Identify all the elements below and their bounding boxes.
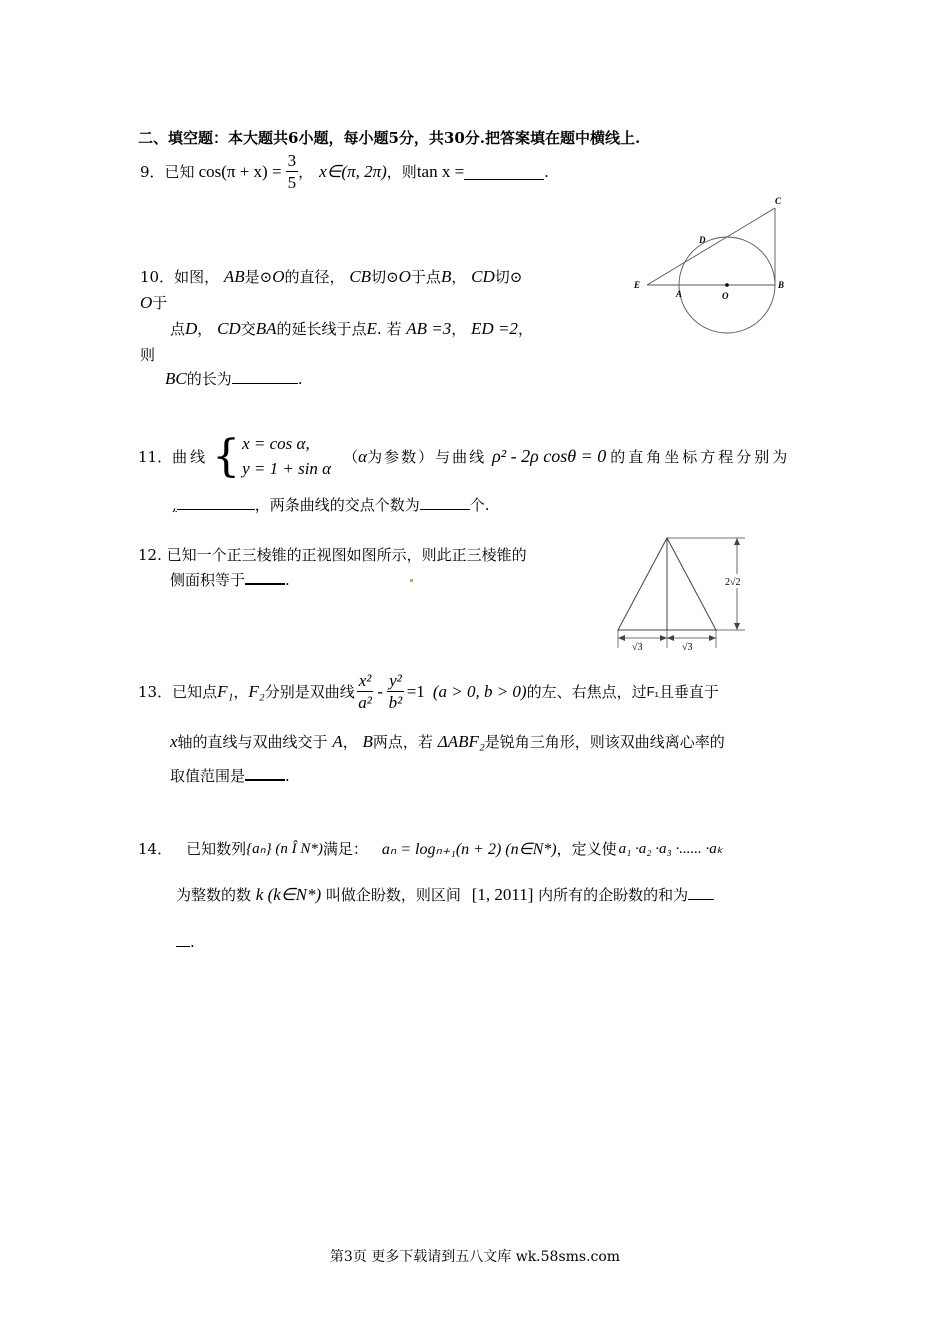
q10-text: 的直径， — [284, 268, 345, 286]
q11-text: 为参数）与曲线 — [367, 448, 487, 467]
q13-text: ， — [342, 733, 358, 751]
arrow-down — [734, 623, 740, 630]
q13-b2: b² — [388, 693, 403, 712]
label-o: O — [722, 291, 729, 301]
q10-text: 于 — [152, 294, 168, 312]
q13-b: B — [362, 732, 373, 751]
q11-text: 个. — [469, 496, 490, 514]
q10-text: ， — [517, 320, 533, 338]
q10-o: O — [140, 293, 153, 312]
q14-answer-blank-cont[interactable] — [176, 932, 190, 947]
q13-y2: y² — [389, 671, 402, 690]
question-10-line5 — [165, 368, 303, 389]
q13-x2: x² — [358, 671, 372, 690]
q9-end: . — [544, 162, 549, 181]
q10-text: . 若 — [376, 320, 402, 338]
q14-seq: {aₙ} (n Î N*) — [246, 841, 323, 857]
q14-end: . — [190, 933, 195, 951]
label-b: B — [778, 280, 785, 290]
q14-k: k (k∈N*) — [255, 885, 322, 904]
question-13-line3 — [170, 765, 290, 786]
q13-cond: (a > 0, b > 0) — [432, 681, 527, 701]
q10-text: ， — [451, 320, 467, 338]
q9-answer-blank[interactable] — [464, 163, 544, 180]
q12-answer-blank[interactable] — [245, 569, 285, 585]
q10-geometry-figure — [625, 190, 800, 340]
q11-text: 曲线 — [172, 448, 209, 467]
q10-ab-eq: AB =3 — [406, 319, 452, 338]
q13-text: 且垂直于 — [658, 683, 719, 701]
q9-target: tan x = — [416, 161, 465, 181]
q9-frac-num: 3 — [287, 151, 297, 170]
q11-comma: , — [172, 496, 177, 514]
label-c: C — [775, 196, 782, 206]
q10-o: O — [398, 267, 411, 286]
q9-sep: ， — [298, 163, 314, 181]
q13-text: 取值范围是 — [170, 767, 246, 785]
q13-text: ， — [233, 683, 249, 701]
question-12-line2 — [170, 569, 290, 590]
question-10-line3 — [170, 318, 533, 339]
q14-product: a₁ ·a₂ ·a₃ ·...... ·aₖ — [618, 841, 724, 857]
q13-text: 是锐角三角形，则该双曲线离心率的 — [484, 733, 725, 751]
q10-text: ， — [197, 320, 213, 338]
q12-end: . — [285, 571, 290, 589]
q13-f1b: F₁ — [646, 684, 659, 699]
q10-d: D — [185, 319, 198, 338]
height-label: 2√2 — [725, 577, 741, 588]
stray-mark — [410, 579, 413, 582]
q13-a2: a² — [358, 693, 372, 712]
q13-eq: =1 — [406, 681, 425, 701]
q11-alpha: α — [358, 446, 368, 466]
q10-cd: CD — [217, 319, 241, 338]
q10-text: ， — [451, 268, 467, 286]
q11-text: （ — [343, 448, 359, 467]
q10-e: E — [366, 319, 377, 338]
q10-ab: AB — [223, 267, 245, 286]
q10-text: 是⊙ — [244, 268, 273, 286]
q13-end: . — [285, 767, 290, 785]
q13-frac-x — [357, 672, 374, 711]
q14-text: 叫做企盼数，则区间 — [325, 886, 461, 904]
q14-text: 为整数的数 — [176, 886, 252, 904]
q14-formula: aₙ = logₙ₊₁(n + 2) (n∈N*) — [381, 840, 557, 858]
arrow-up — [734, 538, 740, 545]
q13-text: 分别是双曲线 — [264, 683, 355, 701]
question-13-line1 — [138, 672, 719, 711]
q12-number: 12. — [138, 546, 162, 564]
q13-minus: - — [377, 681, 384, 701]
q12-text: 已知一个正三棱锥的正视图如图所示，则此正三棱锥的 — [166, 546, 527, 564]
q10-text: 的长为 — [186, 370, 232, 388]
q10-cb: CB — [349, 267, 372, 286]
arrow-r2 — [709, 635, 716, 641]
q12-front-view-figure — [610, 530, 760, 655]
q13-text: 的左、右焦点，过 — [526, 683, 647, 701]
q9-then: ，则 — [386, 163, 417, 181]
section-header: 二、填空题：本大题共6小题，每小题5分，共30分.把答案填在题中横线上. — [138, 129, 641, 147]
q11-text: ，两条曲线的交点个数为 — [254, 496, 420, 514]
q14-answer-blank[interactable] — [688, 885, 714, 900]
q11-eq-top: x = cos α, — [242, 434, 310, 453]
q14-number: 14． — [138, 840, 173, 858]
q11-polar-eq: ρ² - 2ρ cosθ = 0 — [492, 446, 607, 467]
q10-text: 点 — [170, 320, 186, 338]
q9-lhs: cos(π + x) = — [198, 161, 282, 181]
arrow-r1 — [667, 635, 674, 641]
q10-ba: BA — [255, 319, 277, 338]
q10-end: . — [297, 370, 303, 388]
q9-fraction — [286, 152, 299, 191]
question-11-line2 — [172, 494, 490, 515]
q10-text: 的延长线于点 — [276, 320, 367, 338]
q13-text: 两点，若 — [372, 733, 433, 751]
page-footer: 第3页 更多下载请到五八文库 wk.58sms.com — [329, 1249, 621, 1265]
q10-text: 切⊙ — [371, 268, 399, 286]
q10-number: 10． — [140, 268, 175, 286]
question-9 — [140, 152, 549, 191]
q11-param-system — [212, 432, 331, 481]
label-d: D — [699, 235, 706, 245]
arrow-l2 — [660, 635, 667, 641]
q13-f1: F₁ — [217, 681, 234, 701]
q9-number: 9． — [140, 163, 165, 181]
q10-text: 则 — [140, 346, 156, 364]
q12-text: 侧面积等于 — [170, 571, 246, 589]
q13-f2: F₂ — [248, 681, 265, 701]
q11-text: 的直角坐标方程分别为 — [610, 448, 791, 467]
q10-bc: BC — [165, 369, 187, 388]
q10-text: 切⊙ — [494, 268, 523, 286]
question-11-line1 — [138, 432, 790, 481]
q9-prefix: 已知 — [164, 163, 195, 181]
q10-text: 交 — [240, 320, 256, 338]
q10-text: 于点 — [410, 268, 441, 286]
q9-frac-den: 5 — [287, 173, 297, 192]
question-10-line2 — [140, 292, 167, 313]
question-13-line2 — [170, 731, 725, 752]
q13-number: 13． — [138, 683, 173, 701]
q14-text: ，定义使 — [556, 840, 617, 858]
q11-number: 11． — [138, 448, 173, 467]
q10-b: B — [440, 267, 452, 286]
center-dot — [725, 283, 729, 287]
arrow-l1 — [618, 635, 625, 641]
q10-text: 如图， — [174, 268, 220, 286]
q14-text: 已知数列 — [186, 840, 247, 858]
question-10-line4 — [140, 344, 155, 365]
question-12-line1 — [138, 544, 527, 565]
label-a: A — [676, 289, 683, 299]
q10-cd: CD — [471, 267, 495, 286]
q10-o: O — [272, 267, 285, 286]
question-10-line1 — [140, 266, 522, 287]
q13-text: 轴的直线与双曲线交于 — [177, 733, 328, 751]
q10-answer-blank[interactable] — [232, 369, 298, 384]
q11-answer-blank-1[interactable] — [177, 495, 255, 510]
base-right-label: √3 — [682, 642, 693, 653]
label-e: E — [634, 280, 641, 290]
q13-triangle: ΔABF₂ — [437, 732, 485, 751]
q9-domain: x∈(π, 2π) — [319, 161, 387, 181]
base-left-label: √3 — [632, 642, 643, 653]
question-14-line2 — [176, 884, 714, 905]
q13-x: x — [170, 732, 178, 751]
q13-frac-y — [387, 672, 404, 711]
q13-answer-blank[interactable] — [245, 765, 285, 781]
q13-text: 已知点 — [172, 683, 218, 701]
question-14-line1 — [138, 838, 723, 859]
q13-a: A — [332, 732, 343, 751]
q14-text: 满足： — [322, 840, 368, 858]
question-14-line3 — [176, 932, 195, 951]
q14-text: 内所有的企盼数的和为 — [538, 886, 689, 904]
q11-eq-bottom: y = 1 + sin α — [242, 458, 332, 478]
q11-answer-blank-2[interactable] — [420, 495, 470, 510]
q14-interval: [1, 2011] — [471, 885, 534, 904]
q10-ed-eq: ED =2 — [471, 319, 518, 338]
q11-brace: { — [212, 430, 241, 482]
